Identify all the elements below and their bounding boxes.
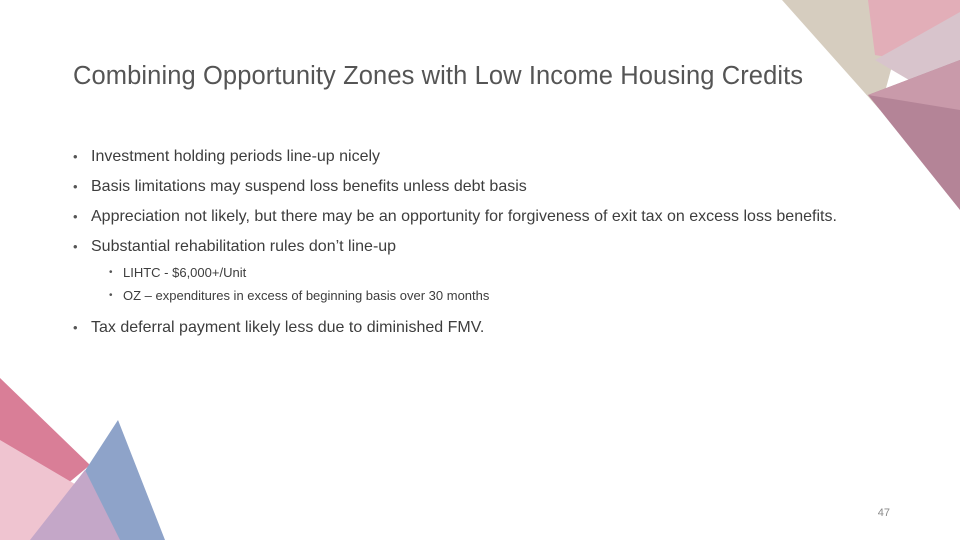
sub-bullet-text: LIHTC - $6,000+/Unit [123,265,247,280]
bullet-dot: • [73,209,78,224]
bullet-text: Appreciation not likely, but there may be an opportunity for forgiveness of exit tax on excess loss benefits. [91,208,837,225]
sub-bullet-text: OZ – expenditures in excess of beginning basis over 30 months [123,288,490,303]
bullet-item [73,317,893,338]
page-number: 47 [877,507,890,519]
sub-bullet-dot: • [109,267,113,278]
bullet-item [73,206,891,227]
bullet-dot: • [73,149,78,164]
bullet-dot: • [73,179,78,194]
bullet-text: Investment holding periods line-up nicely [91,148,381,165]
bullet-item [73,146,893,167]
bullet-item [73,176,893,197]
slide-title: Combining Opportunity Zones with Low Income Housing Credits [73,62,804,90]
bullet-text: Substantial rehabilitation rules don’t line-up [91,238,397,255]
sub-bullet-dot: • [109,290,113,301]
bullet-dot: • [73,239,78,254]
sub-bullet-list [73,264,893,305]
sub-bullet-item [109,287,893,305]
bullet-dot: • [73,320,78,335]
bullet-list [73,146,893,347]
bullet-text: Basis limitations may suspend loss benefits unless debt basis [91,178,527,195]
sub-bullet-item [109,264,893,282]
bullet-item [73,236,893,257]
bullet-text: Tax deferral payment likely less due to diminished FMV. [91,319,485,336]
